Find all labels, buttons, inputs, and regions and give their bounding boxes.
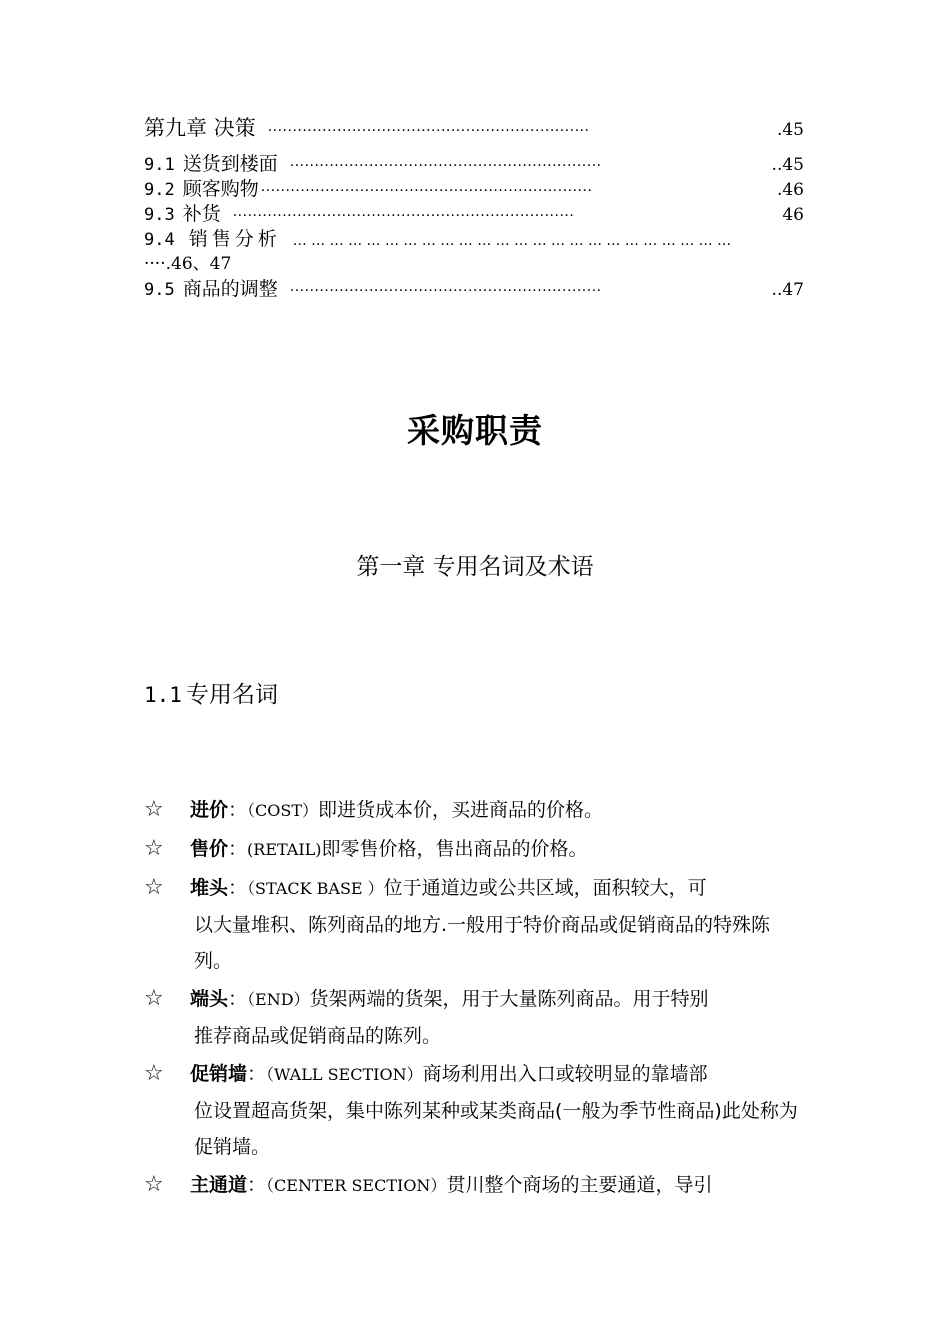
term-description-continued: 位设置超高货架，集中陈列某种或某类商品(一般为季节性商品)此处称为促销墙。: [194, 1100, 798, 1158]
term-english: (RETAIL): [247, 840, 322, 859]
section-label: 专用名词: [185, 682, 278, 708]
toc-item[interactable]: [144, 277, 804, 302]
term-description: 即进货成本价，买进商品的价格。: [318, 799, 604, 821]
star-icon: ☆: [144, 986, 164, 1011]
star-icon: ☆: [144, 875, 164, 900]
toc-page-number: ····.46、47: [144, 254, 232, 274]
toc-item-number: 9.2: [144, 180, 175, 200]
term-list: [144, 792, 808, 1206]
toc-item-label: 送货到楼面: [182, 153, 278, 175]
toc-item-label: 销售分析: [188, 228, 281, 250]
toc-leader-dots: ·································································: [267, 123, 590, 139]
term-separator: ：: [228, 799, 248, 821]
term-english: （STACK BASE ）: [247, 879, 384, 898]
toc-item-label: 顾客购物: [182, 178, 259, 200]
term-separator: ：: [247, 1063, 267, 1085]
toc-page-number: .46: [776, 180, 804, 200]
toc-leader-dots: ·······························································: [289, 283, 602, 299]
term-description: 即零售价格，售出商品的价格。: [321, 838, 588, 860]
star-icon: ☆: [144, 797, 164, 822]
toc-page-number: .45: [776, 120, 804, 140]
toc-item-number: 9.5: [144, 280, 175, 300]
toc-item-number: 9.4: [144, 230, 175, 250]
term-description: 贯川整个商场的主要通道，导引: [446, 1174, 713, 1196]
toc-item[interactable]: [144, 152, 804, 177]
toc-item-number: 9.1: [144, 155, 175, 175]
term-name: 堆头: [190, 877, 229, 899]
toc-item[interactable]: [144, 202, 804, 227]
toc-item[interactable]: [144, 227, 804, 252]
document-title: 采购职责: [407, 411, 543, 450]
term-entry: [144, 1056, 808, 1165]
term-description: 货架两端的货架，用于大量陈列商品。用于特别: [309, 988, 709, 1010]
toc-page-number: ..45: [771, 155, 804, 175]
toc-page-number: ..47: [771, 280, 804, 300]
toc-item-label: 补货: [182, 203, 221, 225]
term-entry: [144, 831, 808, 868]
term-description-continued: 推荐商品或促销商品的陈列。: [194, 1025, 442, 1047]
term-name: 主通道: [190, 1174, 248, 1196]
toc-page-number: 46: [782, 205, 804, 225]
star-icon: ☆: [144, 1061, 164, 1086]
toc-leader-dots: ·····································································: [232, 208, 575, 224]
term-separator: ：: [247, 1174, 267, 1196]
term-entry: [144, 870, 808, 979]
term-description: 位于通道边或公共区域，面积较大，可: [383, 877, 707, 899]
term-name: 进价: [190, 799, 229, 821]
term-separator: ：: [228, 988, 248, 1010]
term-english: （CENTER SECTION）: [266, 1176, 447, 1195]
term-description-continued: 以大量堆积、陈列商品的地方.一般用于特价商品或促销商品的特殊陈列。: [194, 914, 771, 972]
toc-leader-dots: … … … … … … … … … … … … … … … … … … … … … … … …: [292, 233, 732, 249]
term-english: （COST）: [247, 801, 319, 820]
section-heading: [144, 676, 278, 709]
chapter-heading: 第一章 专用名词及术语: [356, 554, 594, 580]
star-icon: ☆: [144, 836, 164, 861]
term-separator: ：: [228, 838, 248, 860]
toc-item-number: 9.3: [144, 205, 175, 225]
term-english: （WALL SECTION）: [266, 1065, 423, 1084]
table-of-contents: [144, 114, 804, 302]
toc-item-continuation: [144, 252, 804, 277]
toc-leader-dots: ·······························································: [289, 158, 602, 174]
toc-chapter-row[interactable]: [144, 114, 804, 142]
term-entry: [144, 1167, 808, 1204]
term-entry: [144, 981, 808, 1054]
toc-chapter-label: 第九章 决策: [144, 116, 256, 140]
toc-leader-dots: ···································································: [260, 183, 593, 199]
star-icon: ☆: [144, 1172, 164, 1197]
term-english: （END）: [247, 990, 310, 1009]
term-name: 售价: [190, 838, 229, 860]
toc-item-label: 商品的调整: [182, 278, 278, 300]
section-number: 1.1: [144, 683, 182, 707]
term-description: 商场利用出入口或较明显的靠墙部: [422, 1063, 708, 1085]
term-name: 促销墙: [190, 1063, 248, 1085]
term-entry: [144, 792, 808, 829]
toc-item[interactable]: [144, 177, 804, 202]
term-name: 端头: [190, 988, 229, 1010]
term-separator: ：: [228, 877, 248, 899]
